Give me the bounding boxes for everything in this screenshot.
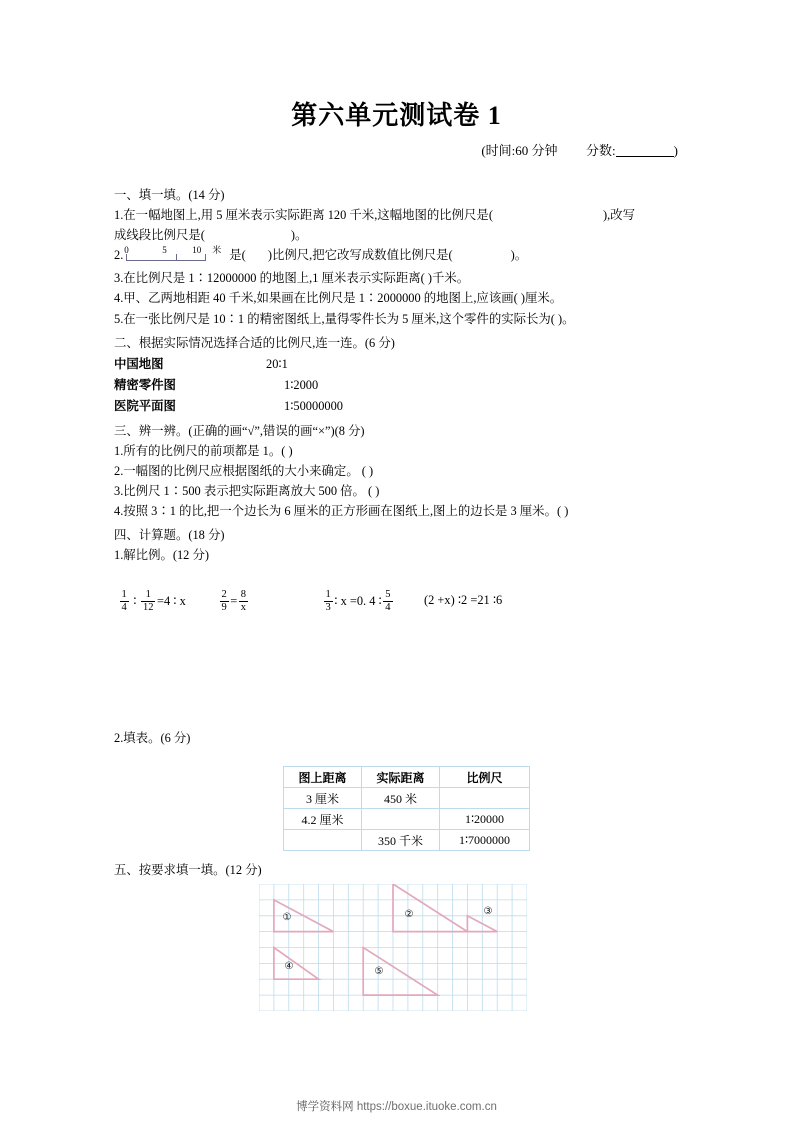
q2-text-a: 是( bbox=[229, 248, 246, 263]
match-right-item-0[interactable]: 20∶1 bbox=[266, 356, 288, 371]
fraction-denominator: 12 bbox=[142, 601, 154, 613]
table-row bbox=[284, 809, 530, 830]
section-1-q2 bbox=[114, 245, 686, 265]
equation-4: (2 +x) ∶2 =21 ∶6 bbox=[424, 593, 503, 607]
exam-body bbox=[114, 183, 686, 565]
equation-3-mid: ∶ x =0. 4 ∶ bbox=[334, 594, 382, 609]
q1-text-d: )。 bbox=[290, 228, 308, 243]
match-row bbox=[114, 354, 686, 374]
table-cell: 4.2 厘米 bbox=[284, 809, 362, 830]
fraction-numerator: 2 bbox=[221, 589, 227, 600]
q2-number: 2. bbox=[114, 248, 124, 263]
match-row bbox=[114, 375, 686, 395]
fraction bbox=[239, 589, 248, 614]
match-left-item-0[interactable]: 中国地图 bbox=[114, 356, 164, 371]
ratio-symbol: ∶ bbox=[133, 594, 137, 609]
scale-tick-0: 0 bbox=[124, 245, 129, 256]
section-3-item-0: 1.所有的比例尺的前项都是 1。( ) bbox=[114, 444, 293, 459]
triangle-label-4: ④ bbox=[284, 961, 294, 972]
section-4-sub1-heading: 1.解比例。(12 分) bbox=[114, 547, 209, 562]
fraction-numerator: 1 bbox=[121, 589, 127, 600]
triangle-2 bbox=[393, 884, 467, 932]
section-4-heading: 四、计算题。(18 分) bbox=[114, 527, 225, 542]
q2-text-c: )。 bbox=[510, 248, 528, 263]
table-cell-blank[interactable] bbox=[362, 809, 440, 830]
section-1-q4: 4.甲、乙两地相距 40 千米,如果画在比例尺是 1∶2000000 的地图上,应该画( )厘米。 bbox=[114, 291, 563, 306]
table-col-header-0: 图上距离 bbox=[284, 767, 362, 788]
table-cell: 450 米 bbox=[362, 788, 440, 809]
section-1-heading: 一、填一填。(14 分) bbox=[114, 188, 225, 202]
equation-2 bbox=[218, 589, 250, 614]
footer-watermark bbox=[0, 1098, 793, 1114]
fraction-denominator: 4 bbox=[121, 601, 127, 613]
fraction-denominator: 9 bbox=[221, 601, 227, 613]
equals-symbol: = bbox=[230, 593, 238, 608]
fraction-numerator: 5 bbox=[385, 589, 391, 600]
table-row bbox=[284, 788, 530, 809]
scale-unit: 米 bbox=[212, 245, 222, 256]
section-5-heading: 五、按要求填一填。(12 分) bbox=[114, 863, 262, 877]
exam-score-label: 分数: bbox=[586, 143, 616, 158]
triangle-label-3: ③ bbox=[483, 906, 493, 917]
fraction bbox=[383, 589, 392, 614]
fraction bbox=[324, 589, 333, 614]
exam-meta-suffix: ) bbox=[673, 143, 678, 158]
table-col-header-1: 实际距离 bbox=[362, 767, 440, 788]
footer-url: https://boxue.ituoke.com.cn bbox=[356, 1101, 497, 1113]
q1-text-b: ),改写 bbox=[602, 208, 635, 223]
section-3-item-2: 3.比例尺 1∶500 表示把实际距离放大 500 倍。 ( ) bbox=[114, 484, 380, 499]
scale-bar-midtick bbox=[176, 254, 177, 261]
section-2-heading: 二、根据实际情况选择合适的比例尺,连一连。(6 分) bbox=[114, 335, 395, 350]
fill-in-table bbox=[283, 766, 530, 851]
fraction-numerator: 8 bbox=[240, 589, 246, 600]
scale-tick-10: 10 bbox=[192, 245, 202, 256]
section-3-item-1: 2.一幅图的比例尺应根据图纸的大小来确定。 ( ) bbox=[114, 464, 374, 479]
grid-figure bbox=[259, 884, 527, 1011]
fraction-numerator: 1 bbox=[325, 589, 331, 600]
section-3-heading: 三、辨一辨。(正确的画“√”,错误的画“×”)(8 分) bbox=[114, 424, 365, 439]
scale-tick-5: 5 bbox=[162, 245, 167, 256]
match-left-item-2[interactable]: 医院平面图 bbox=[114, 398, 176, 413]
triangle-label-2: ② bbox=[404, 909, 414, 920]
fraction-denominator: x bbox=[240, 601, 246, 613]
triangle-shapes bbox=[274, 884, 497, 995]
q2-text-b: )比例尺,把它改写成数值比例尺是( bbox=[267, 248, 453, 263]
section-3-item-3: 4.按照 3∶1 的比,把一个边长为 6 厘米的正方形画在图纸上,图上的边长是 3 厘米。( ) bbox=[114, 504, 569, 519]
score-blank bbox=[616, 156, 674, 157]
fraction bbox=[220, 589, 229, 614]
page-title: 第六单元测试卷 1 bbox=[291, 101, 502, 130]
section-4-sub2-heading: 2.填表。(6 分) bbox=[114, 731, 191, 745]
table-cell: 3 厘米 bbox=[284, 788, 362, 809]
exam-time: (时间:60 分钟 bbox=[481, 143, 558, 158]
match-right-item-2[interactable]: 1∶50000000 bbox=[284, 398, 343, 413]
exam-meta bbox=[481, 140, 678, 159]
line-segment-scale-graphic bbox=[124, 246, 228, 263]
match-left-item-1[interactable]: 精密零件图 bbox=[114, 377, 176, 392]
equation-3 bbox=[322, 589, 394, 614]
fraction-denominator: 3 bbox=[325, 601, 331, 613]
triangle-labels bbox=[283, 906, 493, 977]
footer-brand: 博学资料网 bbox=[296, 1101, 354, 1113]
section-1-q5: 5.在一张比例尺是 10∶1 的精密图纸上,量得零件长为 5 厘米,这个零件的实际长为( )。 bbox=[114, 311, 575, 326]
equation-1-tail: =4 ∶ x bbox=[156, 594, 186, 609]
q1-text-a: 1.在一幅地图上,用 5 厘米表示实际距离 120 千米,这幅地图的比例尺是( bbox=[114, 208, 493, 223]
section-1-q1-cont bbox=[114, 225, 686, 245]
table-cell-blank[interactable] bbox=[440, 788, 530, 809]
table-row bbox=[284, 830, 530, 851]
q1-text-c: 成线段比例尺是( bbox=[114, 228, 205, 243]
match-right-item-1[interactable]: 1∶2000 bbox=[284, 377, 319, 392]
fraction-denominator: 4 bbox=[385, 601, 391, 613]
fraction bbox=[141, 589, 156, 614]
fraction-numerator: 1 bbox=[145, 589, 151, 600]
table-col-header-2: 比例尺 bbox=[440, 767, 530, 788]
section-1-q3: 3.在比例尺是 1∶12000000 的地图上,1 厘米表示实际距离( )千米。 bbox=[114, 271, 470, 286]
match-row bbox=[114, 396, 686, 416]
triangle-label-5: ⑤ bbox=[374, 966, 384, 977]
equation-1 bbox=[118, 589, 186, 614]
fraction bbox=[120, 589, 129, 614]
equation-row bbox=[114, 586, 694, 626]
section-1-q1 bbox=[114, 205, 686, 225]
table-cell: 1∶20000 bbox=[440, 809, 530, 830]
table-header-row bbox=[284, 767, 530, 788]
table-cell: 350 千米 bbox=[362, 830, 440, 851]
triangle-label-1: ① bbox=[282, 912, 292, 923]
table-cell: 1∶7000000 bbox=[440, 830, 530, 851]
table-cell-blank[interactable] bbox=[284, 830, 362, 851]
scale-bar-line bbox=[126, 254, 206, 261]
